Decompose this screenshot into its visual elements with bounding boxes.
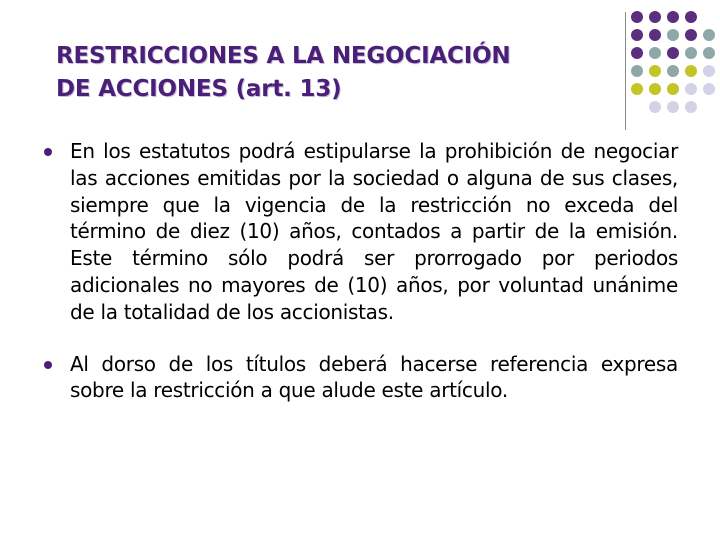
- decor-dot: [685, 47, 697, 59]
- decor-dot: [667, 83, 679, 95]
- decor-dot: [667, 11, 679, 23]
- decor-dot: [631, 11, 643, 23]
- list-item: [38, 351, 678, 405]
- decor-dot: [631, 83, 643, 95]
- title-line-2: DE ACCIONES (art. 13): [56, 76, 342, 102]
- decor-dot: [649, 11, 661, 23]
- decor-dot: [685, 83, 697, 95]
- decorative-dot-grid: [631, 11, 716, 107]
- decor-dot: [703, 83, 715, 95]
- decor-dot: [667, 101, 679, 113]
- decor-dot: [667, 29, 679, 41]
- bullet-text: En los estatutos podrá estipularse la prohibición de negociar las acciones emitidas por la sociedad o alguna de sus clases, siempre que la vigencia de la restricción no exceda del término de diez (10) años, contados a partir de la emisión. Este término sólo podrá ser prorrogado por periodos adicionales no mayores de (10) años, por voluntad unánime de la totalidad de los accionistas.: [70, 139, 678, 324]
- decor-dot: [649, 65, 661, 77]
- vertical-divider: [625, 12, 626, 130]
- decor-dot: [685, 101, 697, 113]
- decor-dot: [685, 11, 697, 23]
- bullet-text: Al dorso de los títulos deberá hacerse referencia expresa sobre la restricción a que alude este artículo.: [70, 351, 678, 403]
- list-item: [38, 138, 678, 326]
- bullet-icon: [44, 361, 52, 369]
- decor-dot: [631, 29, 643, 41]
- decor-dot: [703, 29, 715, 41]
- decor-dot: [649, 47, 661, 59]
- decor-dot: [703, 65, 715, 77]
- decor-dot: [685, 65, 697, 77]
- decor-dot: [703, 47, 715, 59]
- decor-dot: [667, 65, 679, 77]
- decor-dot: [631, 47, 643, 59]
- title-line-1: RESTRICCIONES A LA NEGOCIACIÓN: [56, 43, 511, 69]
- decor-dot: [649, 83, 661, 95]
- decor-dot: [685, 29, 697, 41]
- decor-dot: [631, 65, 643, 77]
- decor-dot: [649, 101, 661, 113]
- bullet-icon: [44, 148, 52, 156]
- slide-title: [56, 40, 616, 106]
- bullet-list: [38, 138, 678, 404]
- decor-dot: [649, 29, 661, 41]
- decor-dot: [667, 47, 679, 59]
